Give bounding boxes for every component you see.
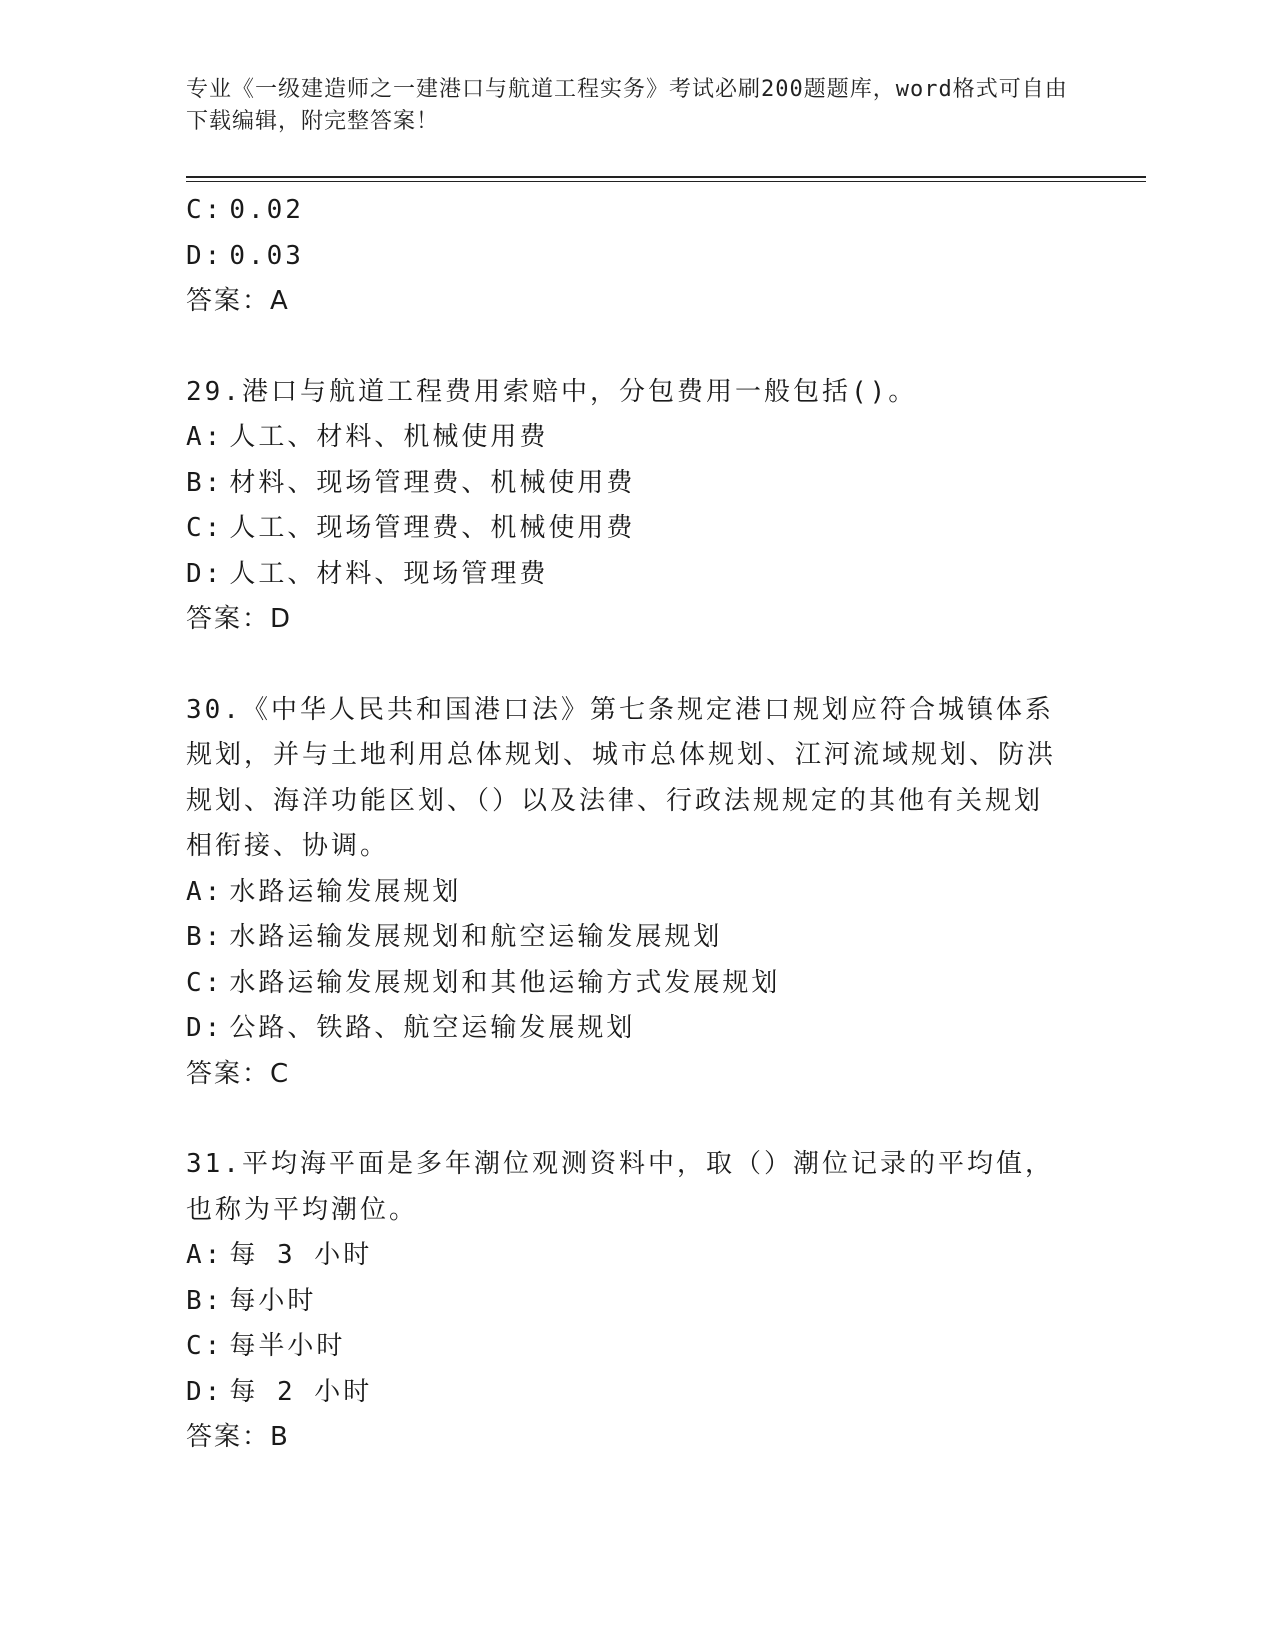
answer-line: 答案：D: [186, 604, 293, 634]
option-d: [186, 552, 1066, 598]
option-c: [186, 188, 1066, 234]
option-label: D:: [186, 240, 224, 271]
spacer: [186, 643, 1066, 688]
option-c: [186, 1324, 1066, 1370]
option-text: 水路运输发展规划和航空运输发展规划: [229, 922, 723, 952]
question-29: [186, 370, 1066, 643]
answer-line: 答案：A: [186, 286, 290, 316]
option-label: B:: [186, 1285, 224, 1316]
question-list: [186, 188, 1066, 1461]
option-label: B:: [186, 467, 224, 498]
option-text: 人工、现场管理费、机械使用费: [229, 513, 636, 543]
option-label: D:: [186, 1013, 224, 1043]
header-divider: [186, 176, 1146, 178]
option-text: 每 3 小时: [229, 1240, 373, 1270]
option-label: C:: [186, 967, 224, 998]
option-text: 每 2 小时: [229, 1376, 373, 1407]
option-b: [186, 1279, 1066, 1325]
answer-line: 答案：C: [186, 1058, 291, 1089]
header-divider-thin: [186, 181, 1146, 182]
question-30: [186, 688, 1066, 1098]
option-label: A:: [186, 1240, 224, 1270]
option-d: [186, 234, 1066, 280]
previous-question-tail: [186, 188, 1066, 325]
option-text: 水路运输发展规划: [229, 876, 462, 907]
option-text: 每半小时: [229, 1331, 346, 1361]
option-label: C:: [186, 1331, 224, 1361]
option-text: 人工、材料、机械使用费: [229, 422, 549, 452]
option-d: [186, 1006, 1066, 1052]
option-text: 0.02: [229, 195, 304, 225]
option-label: D:: [186, 558, 224, 589]
option-label: A:: [186, 422, 224, 452]
option-text: 每小时: [229, 1285, 317, 1316]
option-label: D:: [186, 1376, 224, 1407]
option-label: A:: [186, 876, 224, 907]
option-b: [186, 915, 1066, 961]
option-a: [186, 415, 1066, 461]
option-a: [186, 870, 1066, 916]
question-stem: 31.平均海平面是多年潮位观测资料中，取（）潮位记录的平均值，也称为平均潮位。: [186, 1149, 1054, 1225]
option-text: 水路运输发展规划和其他运输方式发展规划: [229, 967, 781, 998]
option-a: [186, 1233, 1066, 1279]
question-stem: 29.港口与航道工程费用索赔中，分包费用一般包括()。: [186, 376, 918, 407]
option-label: C:: [186, 195, 224, 225]
option-label: C:: [186, 513, 224, 543]
option-text: 材料、现场管理费、机械使用费: [229, 467, 636, 498]
spacer: [186, 1097, 1066, 1142]
question-31: [186, 1142, 1066, 1461]
option-label: B:: [186, 922, 224, 952]
option-d: [186, 1370, 1066, 1416]
answer-line: 答案：B: [186, 1422, 290, 1452]
option-c: [186, 961, 1066, 1007]
document-header: 专业《一级建造师之一建港口与航道工程实务》考试必刷200题题库，word格式可自由下载编辑，附完整答案！: [186, 77, 1068, 134]
option-c: [186, 506, 1066, 552]
spacer: [186, 325, 1066, 370]
option-text: 公路、铁路、航空运输发展规划: [229, 1013, 636, 1043]
option-b: [186, 461, 1066, 507]
question-stem: 30.《中华人民共和国港口法》第七条规定港口规划应符合城镇体系规划，并与土地利用总体规划、城市总体规划、江河流域规划、防洪规划、海洋功能区划、（）以及法律、行政法规规定的其他有关规划相衔接、协调。: [186, 694, 1057, 861]
option-text: 0.03: [229, 240, 304, 271]
option-text: 人工、材料、现场管理费: [229, 558, 549, 589]
